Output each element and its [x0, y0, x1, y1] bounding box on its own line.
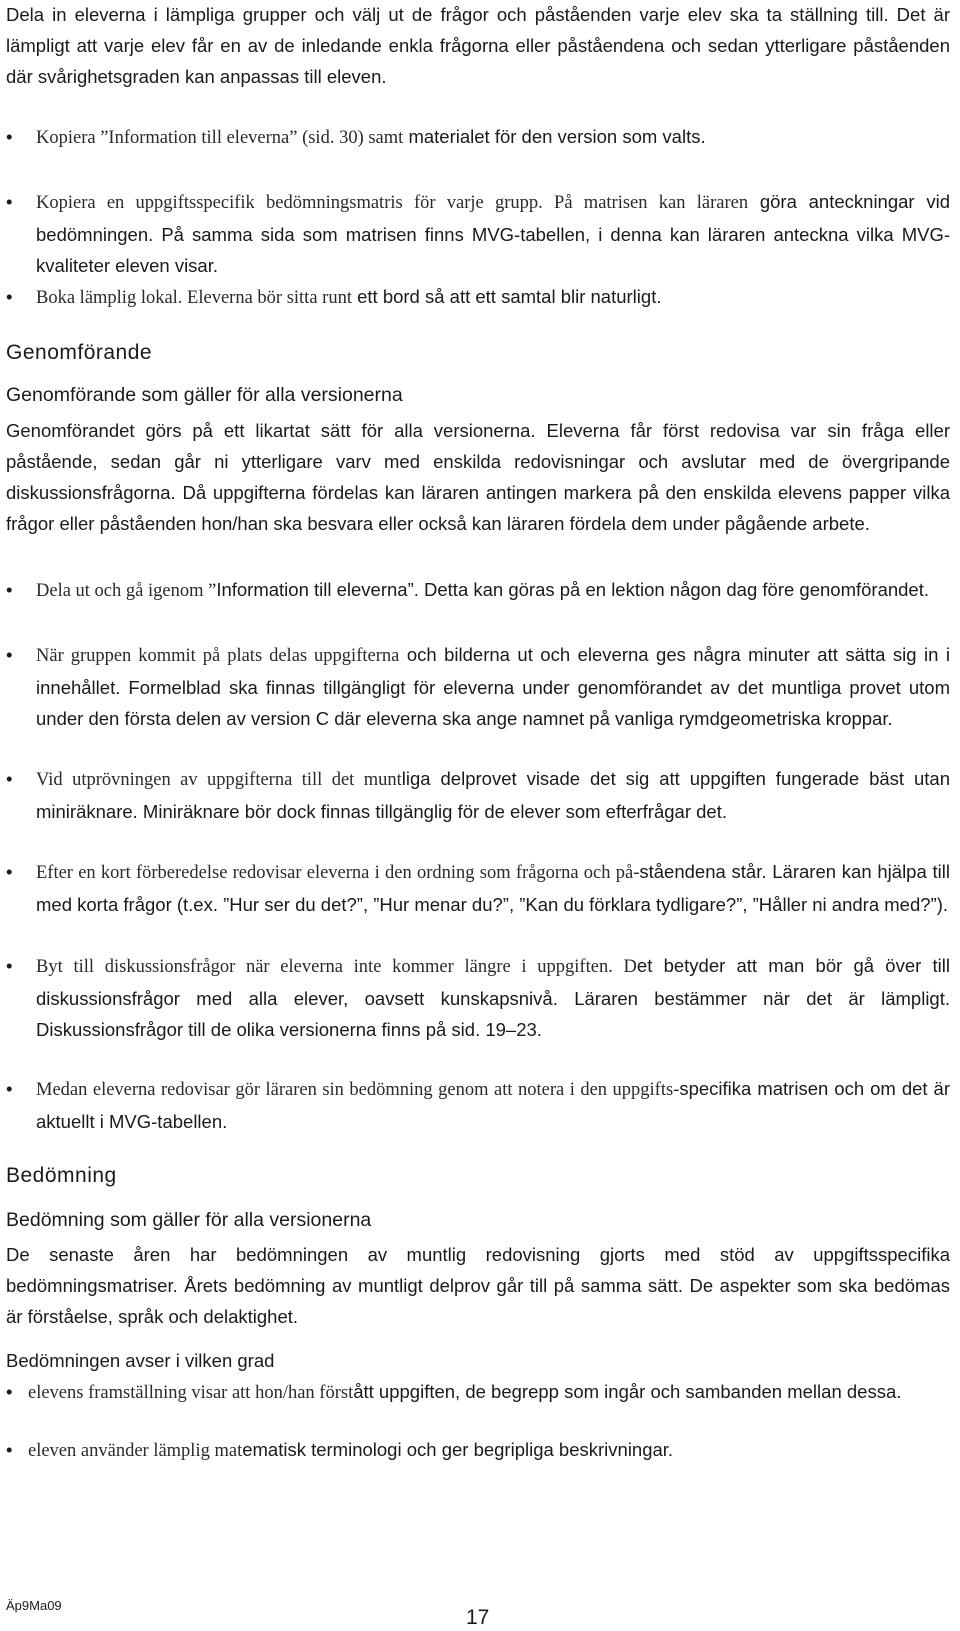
subheading-genomforande: Genomförande som gäller för alla versionerna [6, 384, 403, 406]
bedomning-paragraph: De senaste åren har bedömningen av muntlig redovisning gjorts med stöd av uppgiftsspecifika bedömningsmatriser. Årets bedömning av muntligt delprov går till på samma sätt. De aspekter som ska bedömas är förståelse, språk och delaktighet. [6, 1244, 950, 1327]
section-heading-bedomning: Bedömning [6, 1164, 117, 1187]
bullet-icon: • [6, 1381, 13, 1402]
page-number: 17 [466, 1606, 490, 1629]
bullet-icon: • [6, 126, 13, 147]
bullet-icon: • [6, 768, 13, 789]
genomforande-paragraph: Genomförandet görs på ett likartat sätt för alla versionerna. Eleverna får först redovisa var sin fråga eller påstående, sedan går ni ytterligare varv med enskilda redovisningar och avslutar med de övergripande diskussionsfrågorna. Då uppgifterna fördelas kan läraren antingen markera på den enskilda elevens papper vilka frågor eller påståenden hon/han ska besvara eller också kan läraren fördela dem under pågående arbete. [6, 420, 950, 534]
bullet-icon: • [6, 1078, 13, 1099]
bullet-icon: • [6, 861, 13, 882]
criteria-heading: Bedömningen avser i vilken grad [6, 1350, 275, 1371]
subheading-bedomning: Bedömning som gäller för alla versionerna [6, 1209, 372, 1231]
section-heading-genomforande: Genomförande [6, 341, 153, 364]
intro-paragraph [6, 0, 950, 92]
document-page: Dela in eleverna i lämpliga grupper och välj ut de frågor och påståenden varje elev ska ta ställning till. Det är lämpligt att varje elev får en av de inledande enkla frågorna eller påståendena och sedan ytterligare påståenden där svårighetsgraden kan anpassas till eleven. • Kopiera ”Information till eleverna” (sid. 30) samt materialet för den version som valts. • Kopiera en uppgiftsspecifik bedömningsmatris för varje grupp. På matrisen kan läraren göra anteckningar vid bedömningen. På samma sida som matrisen finns MVG-tabellen, i denna kan läraren anteckna vilka MVG-kvaliteter eleven visar. • Boka lämplig lokal. Eleverna bör sitta runt ett bord så att ett samtal blir naturligt. Genomförande Genomförande som gäller för alla versionerna Genomförandet görs på ett likartat sätt för alla versionerna. Eleverna får först redovisa var sin fråga eller påstående, sedan går ni ytterligare varv med enskilda redovisningar och avslutar med de övergripande diskussionsfrågorna. Då uppgifterna fördelas kan läraren antingen markera på den enskilda elevens papper vilka frågor eller påståenden hon/han ska besvara eller också kan läraren fördela dem under pågående arbete. • Dela ut och gå igenom ”Information till eleverna”. Detta kan göras på en lektion någon dag före genomförandet. • När gruppen kommit på plats delas uppgifterna och bilderna ut och eleverna ges några minuter att sätta sig in i innehållet. Formelblad ska finnas tillgängligt för eleverna under genomförandet av det muntliga provet utom under den första delen av version C där eleverna ska ange namnet på vanliga rymdgeometriska kroppar. • Vid utprövningen av uppgifterna till det muntliga delprovet visade det sig att uppgiften fungerade bäst utan miniräknare. Miniräknare bör dock finnas tillgänglig för de elever som efterfrågar det. • Efter en kort förberedelse redovisar eleverna i den ordning som frågorna och på-ståendena står. Läraren kan hjälpa till med korta frågor (t.ex. ”Hur ser du det?”, ”Hur menar du?”, ”Kan du förklara tydligare?”, ”Håller ni andra med?”). • Byt till diskussionsfrågor när eleverna inte kommer längre i uppgiften. Det betyder att man bör gå över till diskussionsfrågor med alla elever, oavsett kunskapsnivå. Läraren bestämmer när det är lämpligt. Diskussionsfrågor till de olika versionerna finns på sid. 19–23. • Medan eleverna redovisar gör läraren sin bedömning genom att notera i den uppgifts-specifika matrisen och om det är aktuellt i MVG-tabellen. Bedömning Bedömning som gäller för alla versionerna De senaste åren har bedömningen av muntlig redovisning gjorts med stöd av uppgiftsspecifika bedömningsmatriser. Årets bedömning av muntligt delprov går till på samma sätt. De aspekter som ska bedömas är förståelse, språk och delaktighet. Bedömningen avser i vilken grad • elevens framställning visar att hon/han förstått uppgiften, de begrepp som ingår och sambanden mellan dessa. • eleven använder lämplig matematisk terminologi och ger begripliga beskrivningar. Äp9Ma09 17 [0, 0, 960, 1631]
bullet-icon: • [6, 286, 13, 307]
bullet-icon: • [6, 1439, 13, 1460]
bullet-icon: • [6, 191, 13, 212]
bullet-icon: • [6, 644, 13, 665]
intro-text: Dela in eleverna i lämpliga grupper och välj ut de frågor och påståenden varje elev ska ta ställning till. Det är lämpligt att varje elev får en av de inledande enkla frågorna eller påståendena och sedan ytterligare påståenden där svårighetsgraden kan anpassas till eleven. [6, 4, 950, 87]
bullet-icon: • [6, 579, 13, 600]
footer-code: Äp9Ma09 [6, 1598, 62, 1613]
bullet-icon: • [6, 955, 13, 976]
